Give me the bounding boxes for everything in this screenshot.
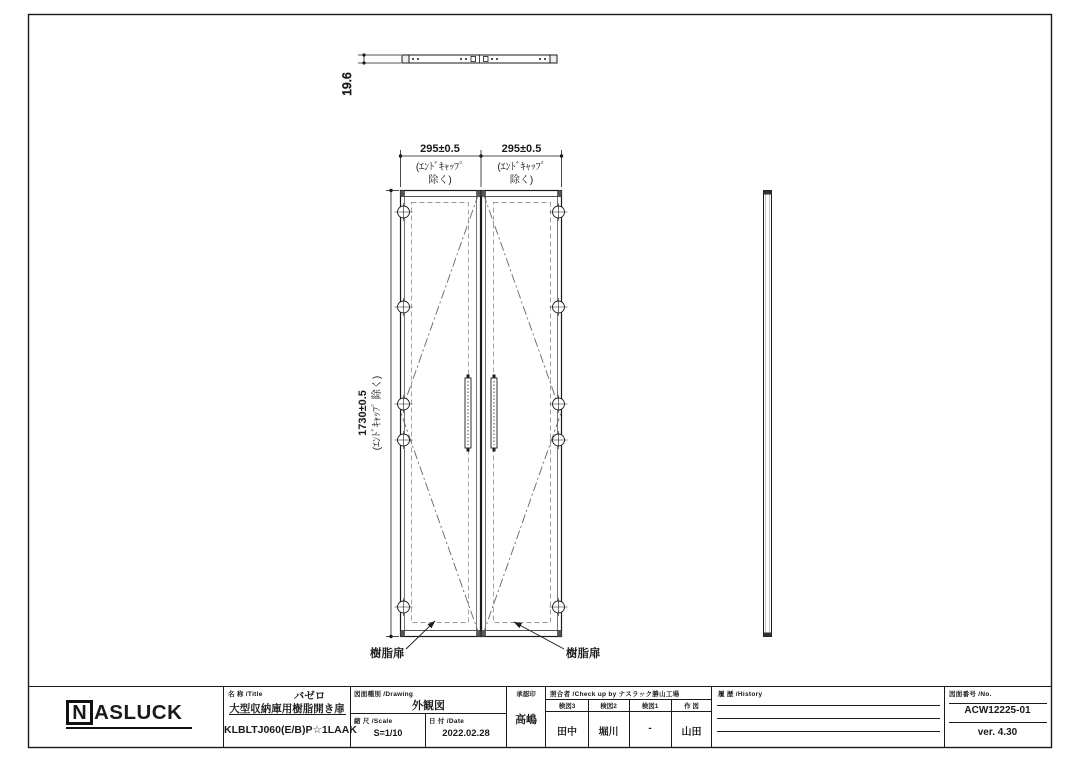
check-label: 照合者 /Check up by ナスラック勝山工場: [550, 691, 680, 698]
drawing-number: ACW12225-01: [964, 705, 1031, 716]
product-name: 大型収納庫用樹脂開き扉: [229, 703, 345, 715]
number-cell: [944, 687, 1050, 747]
hinge-icon: [395, 395, 413, 413]
date-value: 2022.02.28: [442, 728, 490, 739]
check-col-2-value: 堀川: [598, 727, 619, 738]
top-view-fittings: [412, 58, 546, 60]
approval-label: 承認印: [516, 691, 536, 698]
width-note-right-2: 除く): [509, 175, 534, 186]
width-dim-right-text: 295±0.5: [501, 143, 542, 155]
left-door-handle: [465, 375, 471, 452]
hinge-icon: [550, 395, 568, 413]
logo-underline: [66, 727, 192, 729]
check-cell: [545, 687, 711, 747]
scale-value: S=1/10: [373, 728, 403, 738]
hinge-icon: [550, 298, 568, 316]
name-divider: [229, 714, 346, 715]
front-view: [395, 191, 568, 637]
check-col-1-header: 検図3: [558, 703, 576, 710]
check-col-4-value: 山田: [681, 727, 702, 738]
right-door-handle: [491, 375, 497, 452]
width-dim-left-text: 295±0.5: [420, 143, 460, 155]
width-dimension: [399, 143, 563, 187]
check-col-4-header: 作 図: [684, 703, 699, 710]
check-col-1-value: 田中: [557, 727, 577, 738]
leader-line: [514, 622, 564, 649]
name-label: 名 称 /Title: [228, 691, 263, 698]
logo-n-icon: N: [66, 700, 93, 725]
name-cell: [223, 687, 357, 747]
left-door-hinges: [395, 203, 413, 616]
height-dim-text: 1730±0.5: [357, 390, 369, 436]
drawing-type-divider: [351, 713, 506, 714]
date-label: 日 付 /Date: [429, 718, 465, 725]
hinge-icon: [550, 431, 568, 449]
history-label: 履 歴 /History: [718, 691, 763, 698]
height-dimension: [357, 189, 399, 638]
check-col-3-header: 検図1: [641, 703, 659, 710]
history-line: [717, 705, 940, 706]
width-note-left-1: (ｴﾝﾄﾞｷｬｯﾌﾟ: [415, 162, 465, 173]
version: ver. 4.30: [977, 727, 1018, 738]
hinge-icon: [395, 598, 413, 616]
hinge-icon: [395, 431, 413, 449]
hinge-icon: [395, 203, 413, 221]
approval-name: 高嶋: [515, 714, 537, 726]
width-note-left-2: 除く): [428, 175, 452, 186]
scale-label: 縮 尺 /Scale: [354, 718, 393, 725]
number-line: [949, 703, 1047, 704]
drawing-type-value: 外観図: [412, 700, 445, 712]
approval-cell: [506, 687, 545, 747]
logo-text: ASLUCK: [94, 700, 183, 724]
history-cell: [711, 687, 944, 747]
leader-line: [406, 621, 435, 649]
side-view: [764, 191, 772, 637]
history-line: [717, 718, 940, 719]
thickness-dimension: [340, 53, 401, 95]
nasluck-logo: [66, 700, 196, 729]
history-line: [717, 731, 940, 732]
right-door-panel: [482, 191, 562, 637]
check-col-2-header: 検図2: [600, 703, 617, 710]
drawing-type-cell: [350, 687, 506, 747]
left-door-panel: [401, 191, 481, 637]
door-label-left: 樹脂扉: [370, 648, 405, 660]
top-view: [402, 55, 557, 63]
hinge-icon: [550, 598, 568, 616]
check-col-3-value: -: [648, 723, 652, 734]
sheet-frame: [29, 15, 1052, 748]
number-line: [949, 722, 1047, 723]
thickness-dim-text: 19.6: [340, 72, 354, 96]
width-note-right-1: (ｴﾝﾄﾞｷｬｯﾌﾟ: [497, 162, 546, 173]
hinge-icon: [395, 298, 413, 316]
right-door-hinges: [550, 203, 568, 616]
series-name: バゼロ: [293, 690, 326, 702]
hinge-icon: [550, 203, 568, 221]
number-label: 図面番号 /No.: [949, 691, 992, 698]
logo-cell: [28, 687, 223, 747]
drawing-type-label: 図面種別 /Drawing: [354, 691, 414, 698]
height-note-text: (ｴﾝﾄﾞｷｬｯﾌﾟ 除く): [372, 375, 383, 451]
title-block: [28, 686, 1052, 747]
model-code: KLBLTJ060(E/B)P☆1LAAK: [224, 724, 357, 736]
door-label-right: 樹脂扉: [566, 648, 601, 660]
